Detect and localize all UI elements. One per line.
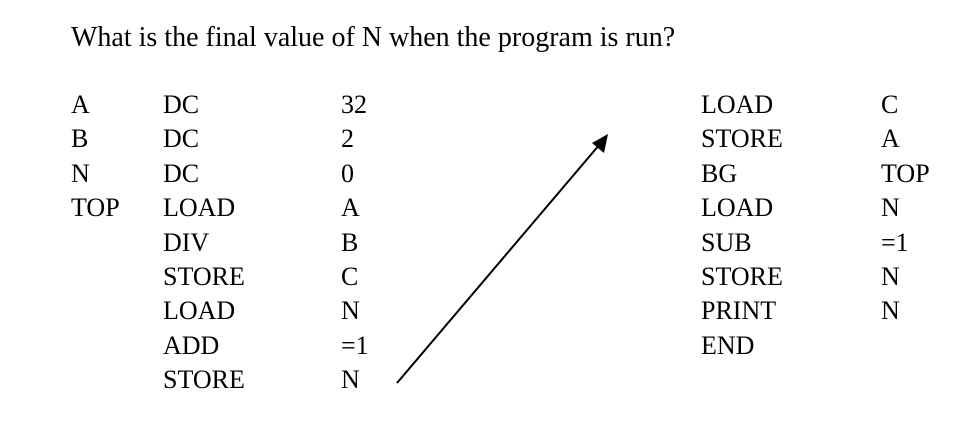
line-opcode: LOAD: [163, 296, 236, 326]
line-operand: N: [881, 261, 900, 291]
line-label: B: [71, 124, 89, 154]
line-operand: C: [881, 90, 899, 119]
line-operand: A: [881, 124, 900, 154]
line-operand: N: [881, 193, 900, 223]
line-opcode: LOAD: [163, 193, 236, 223]
line-label: TOP: [71, 193, 120, 223]
line-opcode: DC: [163, 124, 200, 154]
line-opcode: STORE: [163, 365, 245, 395]
line-operand: TOP: [881, 158, 930, 188]
line-opcode: BG: [701, 158, 738, 188]
line-operand: 0: [341, 158, 354, 188]
line-operand: N: [341, 365, 360, 395]
continuation-arrow-line: [397, 144, 600, 383]
line-operand: =1: [341, 330, 369, 360]
line-operand: 32: [341, 90, 367, 119]
line-operand: C: [341, 261, 359, 291]
line-label: N: [71, 158, 90, 188]
line-operand: N: [341, 296, 360, 326]
question-text: What is the final value of N when the program is run?: [71, 22, 676, 53]
line-opcode: LOAD: [701, 193, 774, 223]
line-opcode: PRINT: [701, 296, 777, 326]
line-operand: B: [341, 227, 359, 257]
line-opcode: DC: [163, 158, 200, 188]
line-operand: N: [881, 296, 900, 326]
line-opcode: STORE: [701, 124, 783, 154]
line-opcode: STORE: [701, 261, 783, 291]
line-opcode: SUB: [701, 227, 752, 257]
line-opcode: END: [701, 330, 755, 360]
line-operand: 2: [341, 124, 354, 154]
line-operand: =1: [881, 227, 909, 257]
line-operand: A: [341, 193, 360, 223]
line-opcode: STORE: [163, 261, 245, 291]
line-opcode: DIV: [163, 227, 210, 257]
line-opcode: LOAD: [701, 90, 774, 119]
line-opcode: DC: [163, 90, 200, 119]
line-opcode: ADD: [163, 330, 220, 360]
line-label: A: [71, 90, 90, 119]
